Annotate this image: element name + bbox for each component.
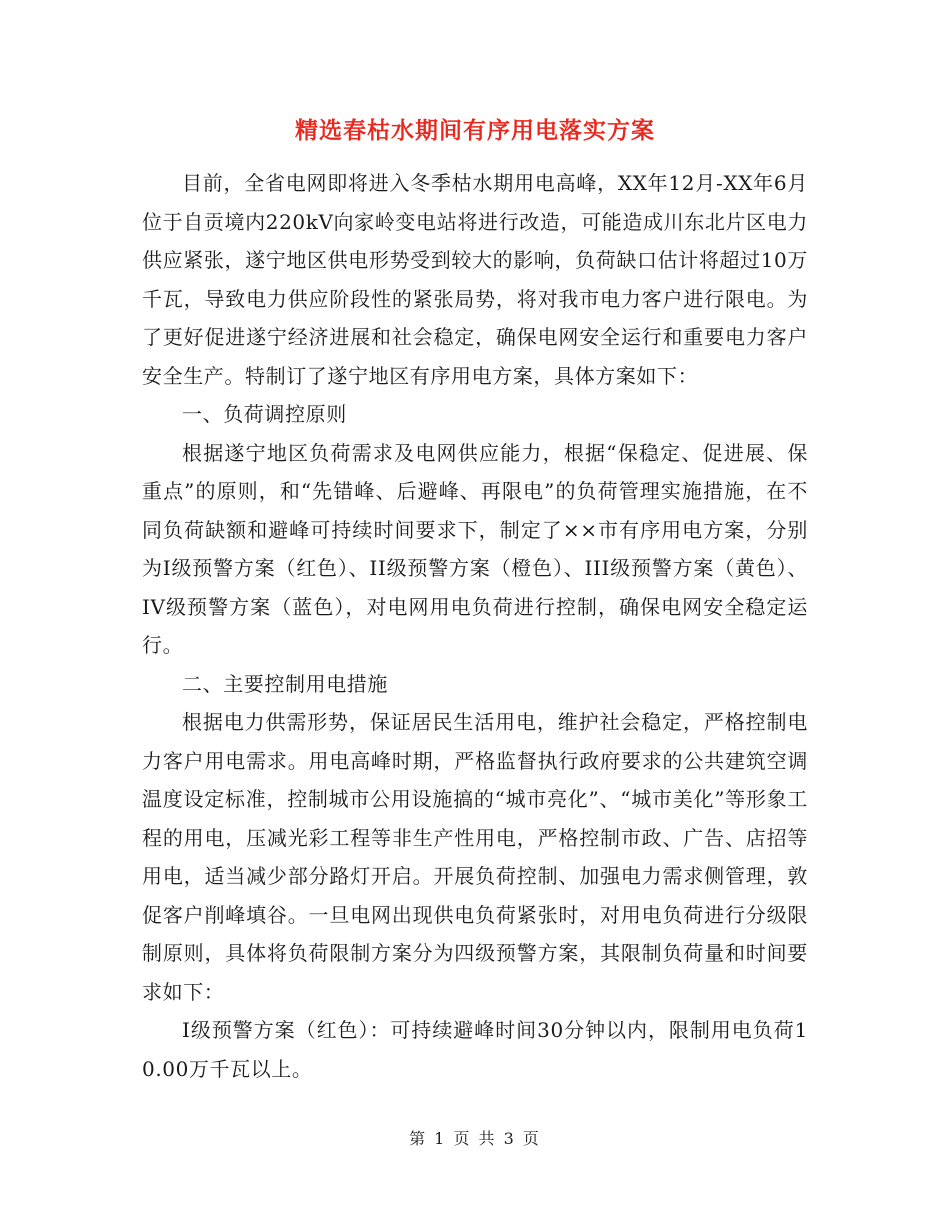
paragraph-load-control-principle: 根据遂宁地区负荷需求及电网供应能力，根据“保稳定、促进展、保重点”的原则，和“先错峰、后避峰、再限电”的负荷管理实施措施，在不同负荷缺额和避峰可持续时间要求下，制定了××市有序用电方案，分别为I级预警方案（红色）、II级预警方案（橙色）、III级预警方案（黄色）、IV级预警方案（蓝色），对电网用电负荷进行控制，确保电网安全稳定运行。 [142, 440, 808, 657]
paragraph-control-measures: 根据电力供需形势，保证居民生活用电，维护社会稳定，严格控制电力客户用电需求。用电高峰时期，严格监督执行政府要求的公共建筑空调温度设定标准，控制城市公用设施搞的“城市亮化”、“城市美化”等形象工程的用电，压减光彩工程等非生产性用电，严格控制市政、广告、店招等用电，适当减少部分路灯开启。开展负荷控制、加强电力需求侧管理，敦促客户削峰填谷。一旦电网出现供电负荷紧张时，对用电负荷进行分级限制原则，具体将负荷限制方案分为四级预警方案，其限制负荷量和时间要求如下： [142, 710, 808, 1004]
document-title: 精选春枯水期间有序用电落实方案 [295, 118, 655, 144]
paragraph-level-1-warning: I级预警方案（红色）：可持续避峰时间30分钟以内，限制用电负荷10.00万千瓦以上。 [142, 1018, 808, 1081]
page-footer: 第 1 页 共 3 页 [409, 1129, 541, 1148]
section-heading-2: 二、主要控制用电措施 [182, 671, 388, 696]
document-body [142, 164, 808, 1088]
paragraph-intro: 目前，全省电网即将进入冬季枯水期用电高峰，XX年12月-XX年6月位于自贡境内220kV向家岭变电站将进行改造，可能造成川东北片区电力供应紧张，遂宁地区供电形势受到较大的影响，负荷缺口估计将超过10万千瓦，导致电力供应阶段性的紧张局势，将对我市电力客户进行限电。为了更好促进遂宁经济进展和社会稳定，确保电网安全运行和重要电力客户安全生产。特制订了遂宁地区有序用电方案，具体方案如下： [142, 171, 808, 388]
section-heading-1: 一、负荷调控原则 [182, 402, 347, 426]
